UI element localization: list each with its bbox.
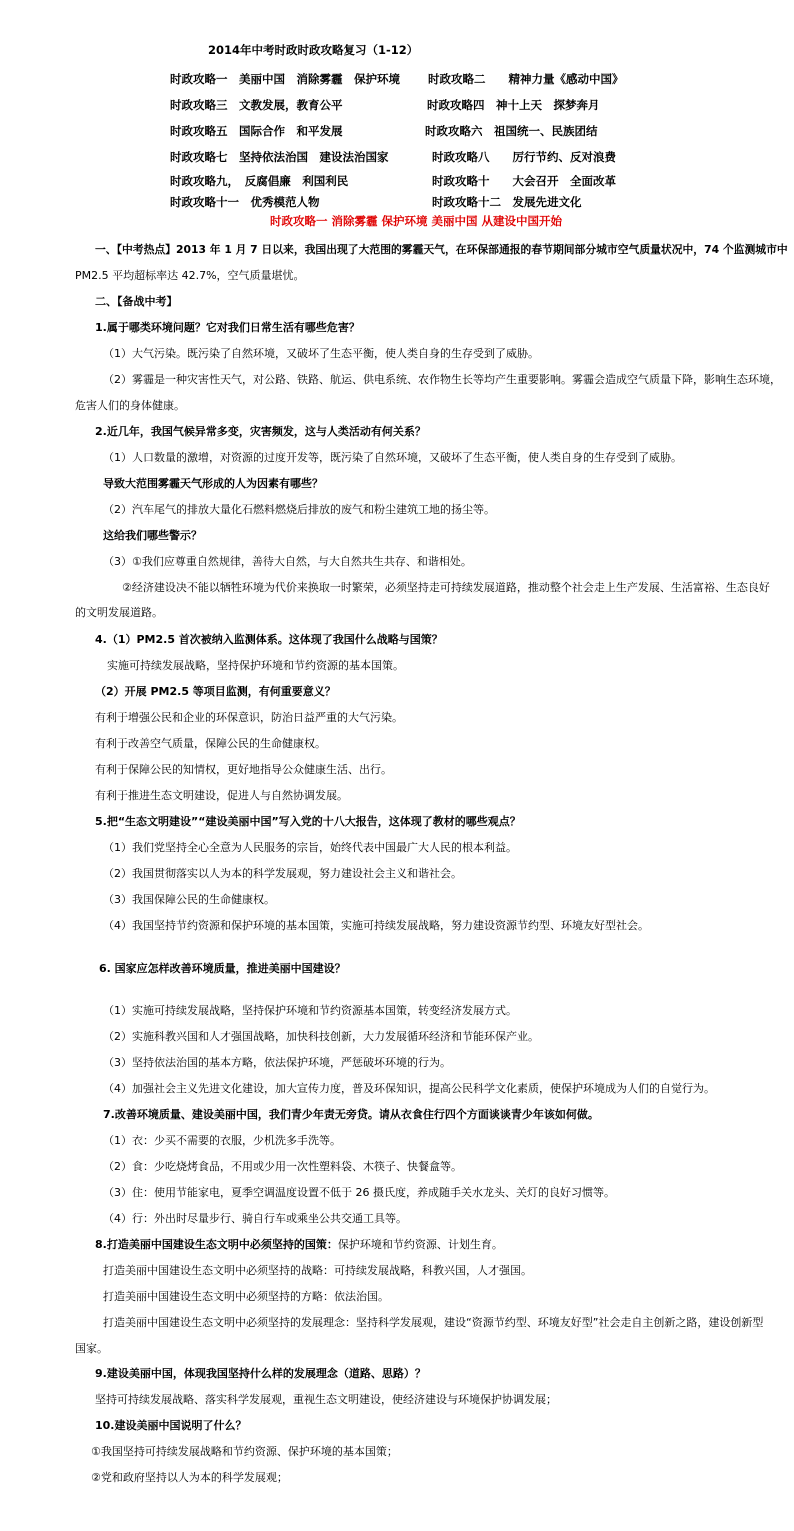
body-line: 实施可持续发展战略，坚持保护环境和节约资源的基本国策。 <box>107 659 404 672</box>
sub-question: 导致大范围雾霾天气形成的人为因素有哪些？ <box>103 477 323 490</box>
question-heading: 5.把“生态文明建设”“建设美丽中国”写入党的十八大报告，这体现了教材的哪些观点？ <box>95 815 521 828</box>
question-heading: 1.属于哪类环境问题？它对我们日常生活有哪些危害？ <box>95 321 360 334</box>
body-line: （4）我国坚持节约资源和保护环境的基本国策，实施可持续发展战略，努力建设资源节约型、环境友好型社会。 <box>103 919 649 932</box>
body-line: 有利于改善空气质量，保障公民的生命健康权。 <box>95 737 326 750</box>
topic-9: 时政攻略九， 反腐倡廉 利国利民 <box>170 174 349 188</box>
question-heading: 4.（1）PM2.5 首次被纳入监测体系。这体现了我国什么战略与国策？ <box>95 633 443 646</box>
body-line: （2）实施科教兴国和人才强国战略，加快科技创新，大力发展循环经济和节能环保产业。 <box>103 1030 539 1043</box>
body-line: 危害人们的身体健康。 <box>75 399 185 412</box>
topic-4: 时政攻略四 神十上天 探梦奔月 <box>427 98 600 112</box>
body-line: 坚持可持续发展战略、落实科学发展观，重视生态文明建设，使经济建设与环境保护协调发展； <box>95 1393 557 1406</box>
question-heading: 6. 国家应怎样改善环境质量，推进美丽中国建设？ <box>99 962 346 975</box>
topic-12: 时政攻略十二 发展先进文化 <box>432 195 582 209</box>
topic-10: 时政攻略十 大会召开 全面改革 <box>432 174 616 188</box>
body-line: （2）食：少吃烧烤食品，不用或少用一次性塑料袋、木筷子、快餐盒等。 <box>103 1160 462 1173</box>
body-line: PM2.5 平均超标率达 42.7%，空气质量堪忧。 <box>75 269 305 282</box>
question-heading: 7.改善环境质量、建设美丽中国，我们青少年责无旁贷。请从衣食住行四个方面谈谈青少年该如何做。 <box>103 1108 599 1121</box>
body-line: 打造美丽中国建设生态文明中必须坚持的方略：依法治国。 <box>103 1290 389 1303</box>
document-title: 2014年中考时政时政攻略复习（1-12） <box>208 43 419 57</box>
body-line: 打造美丽中国建设生态文明中必须坚持的发展理念：坚持科学发展观，建设“资源节约型、环境友好型”社会走自主创新之路，建设创新型 <box>103 1316 764 1329</box>
topic-5: 时政攻略五 国际合作 和平发展 <box>170 124 343 138</box>
body-line: （2）我国贯彻落实以人为本的科学发展观，努力建设社会主义和谐社会。 <box>103 867 462 880</box>
body-line: （1）我们党坚持全心全意为人民服务的宗旨，始终代表中国最广大人民的根本利益。 <box>103 841 517 854</box>
body-line: （1）实施可持续发展战略，坚持保护环境和节约资源基本国策，转变经济发展方式。 <box>103 1004 517 1017</box>
body-line: （2）雾霾是一种灾害性天气，对公路、铁路、航运、供电系统、农作物生长等均产生重要影响。雾霾会造成空气质量下降，影响生态环境， <box>103 373 781 386</box>
sub-question: （2）开展 PM2.5 等项目监测，有何重要意义？ <box>95 685 336 698</box>
body-line: （1）衣：少买不需要的衣服，少机洗多手洗等。 <box>103 1134 341 1147</box>
sub-question: 这给我们哪些警示？ <box>103 529 202 542</box>
section-label: 二、【备战中考】 <box>95 295 178 308</box>
body-line: 打造美丽中国建设生态文明中必须坚持的战略：可持续发展战略，科教兴国，人才强国。 <box>103 1264 532 1277</box>
body-line: （3）坚持依法治国的基本方略，依法保护环境，严惩破坏环境的行为。 <box>103 1056 451 1069</box>
hot-topic-line: 一、【中考热点】2013 年 1 月 7 日以来，我国出现了大范围的雾霾天气，在环保部通报的春节期间部分城市空气质量状况中，74 个监测城市中 <box>95 243 788 256</box>
topic-8: 时政攻略八 厉行节约、反对浪费 <box>432 150 616 164</box>
body-line: 有利于保障公民的知情权，更好地指导公众健康生活、出行。 <box>95 763 392 776</box>
question-heading: 8.打造美丽中国建设生态文明中必须坚持的国策： <box>95 1238 338 1251</box>
body-line: ①我国坚持可持续发展战略和节约资源、保护环境的基本国策； <box>91 1445 398 1458</box>
body-line: （3）①我们应尊重自然规律，善待大自然，与大自然共生共存、和谐相处。 <box>103 555 472 568</box>
topic-7: 时政攻略七 坚持依法治国 建设法治国家 <box>170 150 389 164</box>
body-line: （1）人口数量的激增，对资源的过度开发等，既污染了自然环境，又破坏了生态平衡，使人类自身的生存受到了威胁。 <box>103 451 682 464</box>
body-line: 的文明发展道路。 <box>75 606 163 619</box>
body-line: 有利于增强公民和企业的环保意识，防治日益严重的大气污染。 <box>95 711 403 724</box>
topic-2: 时政攻略二 精神力量《感动中国》 <box>428 72 624 86</box>
question-heading: 2.近几年，我国气候异常多变，灾害频发，这与人类活动有何关系？ <box>95 425 426 438</box>
section-heading: 时政攻略一 消除雾霾 保护环境 美丽中国 从建设中国开始 <box>270 214 563 228</box>
body-line: ②党和政府坚持以人为本的科学发展观； <box>91 1471 288 1484</box>
body-line: 有利于推进生态文明建设，促进人与自然协调发展。 <box>95 789 348 802</box>
body-line: （4）行：外出时尽量步行、骑自行车或乘坐公共交通工具等。 <box>103 1212 407 1225</box>
body-line: （3）我国保障公民的生命健康权。 <box>103 893 275 906</box>
body-line: （4）加强社会主义先进文化建设，加大宣传力度，普及环保知识，提高公民科学文化素质，使保护环境成为人们的自觉行为。 <box>103 1082 715 1095</box>
question-line <box>95 1237 503 1253</box>
topic-1: 时政攻略一 美丽中国 消除雾霾 保护环境 <box>170 72 400 86</box>
body-line: （1）大气污染。既污染了自然环境，又破坏了生态平衡，使人类自身的生存受到了威胁。 <box>103 347 539 360</box>
topic-6: 时政攻略六 祖国统一、民族团结 <box>425 124 598 138</box>
topic-3: 时政攻略三 文教发展，教育公平 <box>170 98 343 112</box>
answer-text: 保护环境和节约资源、计划生育。 <box>337 1238 503 1251</box>
question-heading: 9.建设美丽中国，体现我国坚持什么样的发展理念（道路、思路）？ <box>95 1367 426 1380</box>
body-line: （2）汽车尾气的排放大量化石燃料燃烧后排放的废气和粉尘建筑工地的扬尘等。 <box>103 503 495 516</box>
body-line: （3）住：使用节能家电，夏季空调温度设置不低于 26 摄氏度，养成随手关水龙头、关灯的良好习惯等。 <box>103 1186 615 1199</box>
question-heading: 10.建设美丽中国说明了什么？ <box>95 1419 247 1432</box>
topic-11: 时政攻略十一 优秀模范人物 <box>170 195 320 209</box>
body-line: 国家。 <box>75 1342 108 1355</box>
body-line: ②经济建设决不能以牺牲环境为代价来换取一时繁荣，必须坚持走可持续发展道路，推动整个社会走上生产发展、生活富裕、生态良好 <box>122 581 770 594</box>
